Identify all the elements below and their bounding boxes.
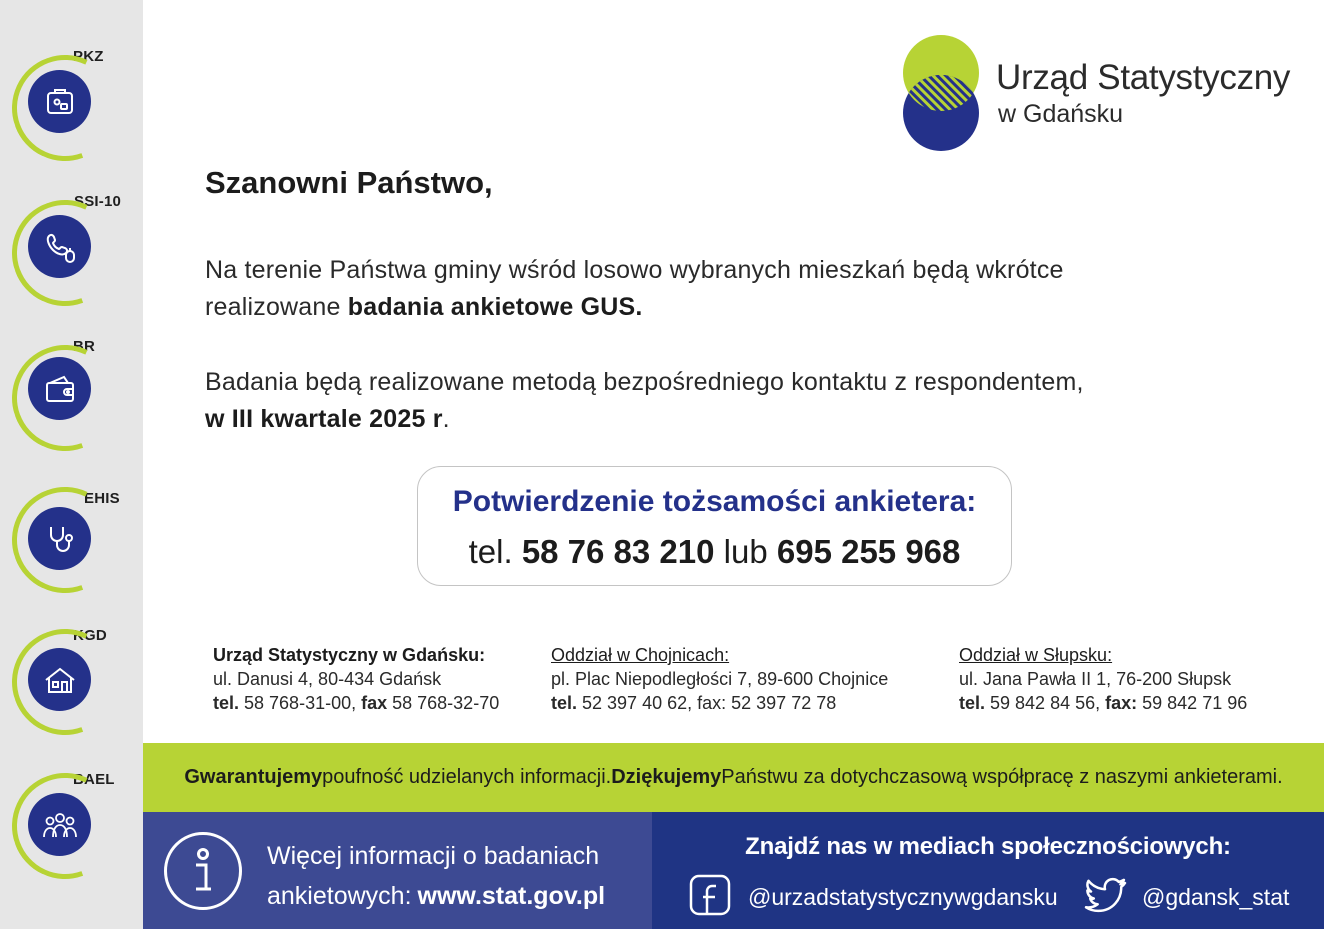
wallet-icon (28, 357, 91, 420)
fax-value: 58 768-32-70 (387, 693, 500, 713)
intro-line-2 (205, 289, 1205, 326)
info-icon (164, 832, 242, 910)
address-contact (551, 691, 888, 715)
intro-text: realizowane (205, 293, 348, 321)
or-text: lub (714, 533, 777, 570)
tel-value: 59 842 84 56, (985, 693, 1106, 713)
address-street: ul. Danusi 4, 80-434 Gdańsk (213, 669, 442, 689)
sidebar-item-label: PKZ (73, 48, 104, 65)
logo-mark-icon (902, 34, 980, 152)
address-contact (213, 691, 499, 715)
tel-value: 58 768-31-00, (239, 693, 362, 713)
sidebar-item-label: BR (73, 338, 96, 355)
sidebar-item-label: EHIS (84, 490, 120, 507)
tel-label: tel. (551, 693, 578, 713)
sidebar-item-label: BAEL (73, 771, 115, 788)
identity-phones (418, 533, 1011, 571)
info-text: ankietowych: (267, 882, 412, 910)
method-bold: w III kwartale 2025 r (205, 405, 443, 433)
band-text-2: Państwu za dotychczasową współpracę z naszymi ankieterami. (721, 766, 1283, 788)
stethoscope-icon (28, 507, 91, 570)
address-heading: Urząd Statystyczny w Gdańsku: (213, 645, 486, 665)
tel-label: tel. (213, 693, 240, 713)
logo-subtitle: w Gdańsku (998, 100, 1124, 128)
logo (898, 30, 1298, 155)
facebook-handle[interactable]: @urzadstatystycznywgdansku (748, 884, 1058, 910)
sidebar-item-bael (0, 768, 143, 898)
address-slupsk (959, 643, 1247, 715)
twitter-handle[interactable]: @gdansk_stat (1142, 884, 1290, 910)
identity-box (417, 466, 1012, 586)
sidebar (0, 0, 143, 929)
identity-title: Potwierdzenie tożsamości ankietera: (452, 485, 977, 518)
phone-number-2[interactable]: 695 255 968 (776, 533, 961, 570)
band-text-1: poufność udzielanych informacji. (322, 766, 612, 788)
tel-label: tel. (959, 693, 986, 713)
address-gdansk (213, 643, 499, 715)
sidebar-item-label: SSI-10 (74, 193, 122, 210)
address-heading: Oddział w Chojnicach: (551, 645, 730, 665)
sidebar-item-ssi-10 (0, 190, 143, 320)
intro-line-1: Na terenie Państwa gminy wśród losowo wybranych mieszkań będą wkrótce (205, 256, 1064, 284)
band-bold-2: Dziękujemy (611, 766, 722, 788)
logo-title: Urząd Statystyczny (996, 58, 1291, 97)
social-title: Znajdź nas w mediach społecznościowych: (745, 833, 1231, 860)
info-line-1: Więcej informacji o badaniach (267, 842, 600, 870)
phone-number-1[interactable]: 58 76 83 210 (521, 533, 715, 570)
facebook-icon[interactable] (689, 874, 731, 916)
method-suffix: . (442, 405, 450, 433)
tel-value: 52 397 40 62, fax: 52 397 72 78 (577, 693, 837, 713)
address-contact (959, 691, 1247, 715)
intro-paragraph (205, 252, 1205, 326)
fax-label: fax (361, 693, 388, 713)
fax-label: fax: (1105, 693, 1138, 713)
method-line-1: Badania będą realizowane metodą bezpośredniego kontaktu z respondentem, (205, 368, 1084, 396)
address-street: pl. Plac Niepodległości 7, 89-600 Chojnice (551, 669, 889, 689)
sidebar-item-kgd (0, 624, 143, 754)
sidebar-item-br (0, 335, 143, 465)
method-paragraph (205, 364, 1225, 438)
address-heading: Oddział w Słupsku: (959, 645, 1113, 665)
info-line-2 (267, 882, 605, 911)
address-street: ul. Jana Pawła II 1, 76-200 Słupsk (959, 669, 1232, 689)
address-chojnice (551, 643, 888, 715)
people-icon (28, 793, 91, 856)
method-line-2 (205, 401, 1225, 438)
intro-bold: badania ankietowe GUS. (347, 293, 643, 321)
greeting: Szanowni Państwo, (205, 165, 493, 200)
sidebar-item-ehis (0, 487, 143, 617)
fax-value: 59 842 71 96 (1137, 693, 1248, 713)
band-bold-1: Gwarantujemy (184, 766, 323, 788)
sidebar-item-pkz (0, 45, 143, 175)
twitter-icon[interactable] (1084, 876, 1128, 916)
sidebar-item-label: KGD (73, 627, 107, 644)
suitcase-icon (28, 70, 91, 133)
thanks-band (143, 743, 1324, 812)
house-icon (28, 648, 91, 711)
website-link[interactable]: www.stat.gov.pl (417, 882, 606, 910)
tel-prefix: tel. (468, 533, 522, 570)
info-footer (143, 812, 652, 929)
phone-mouse-icon (28, 215, 91, 278)
social-footer (652, 812, 1324, 929)
